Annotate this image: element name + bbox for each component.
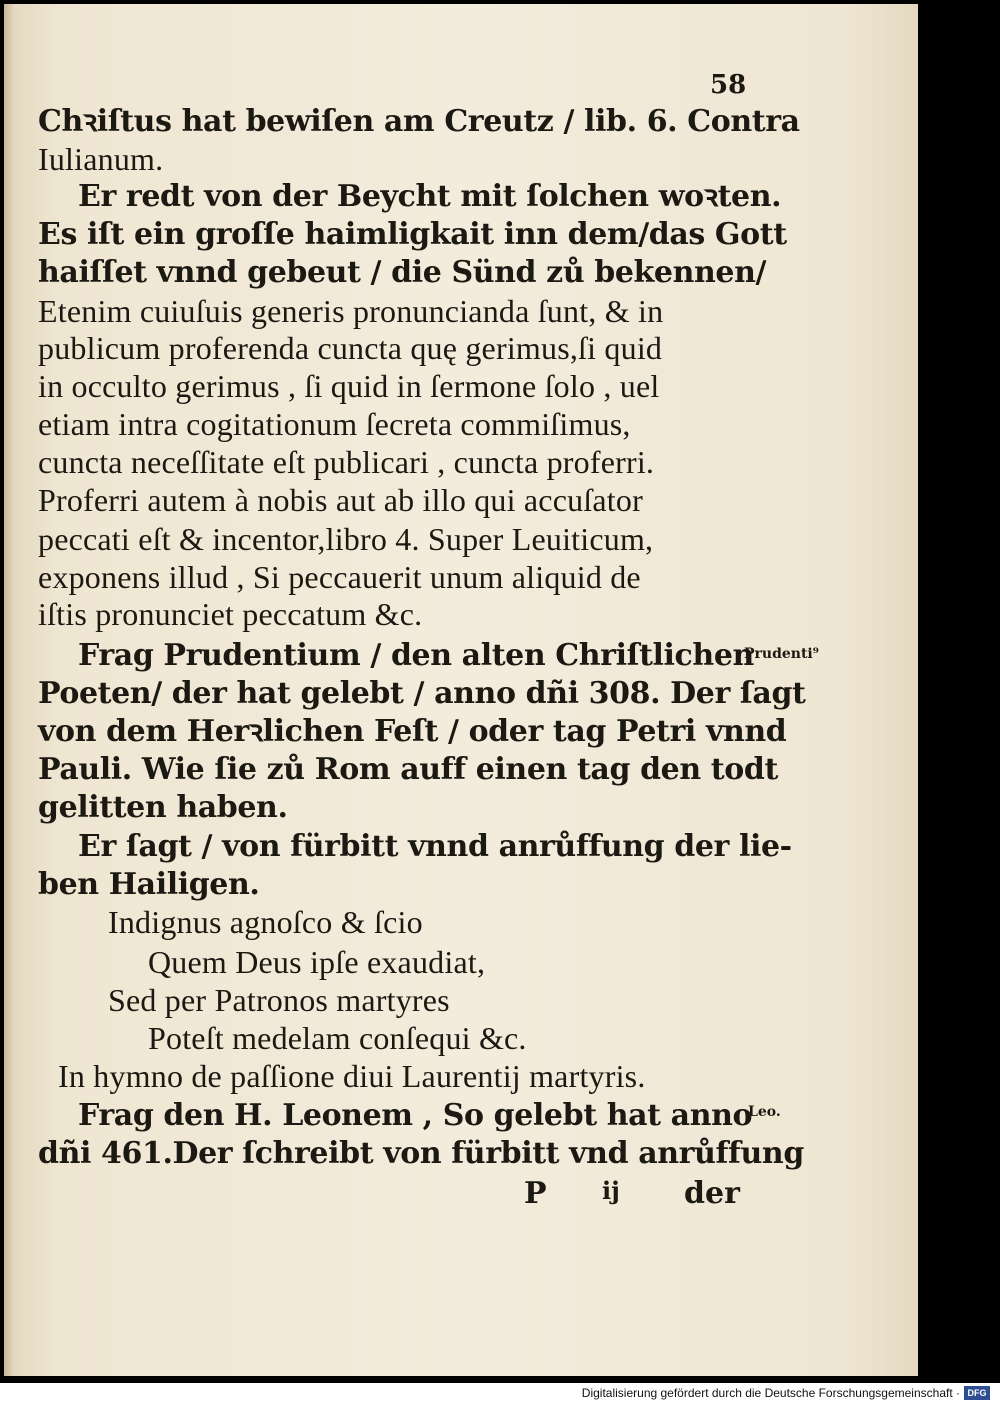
signature-number: ij <box>602 1176 620 1205</box>
verse-line: Poteſt medelam conſequi &c. <box>148 1020 527 1056</box>
text-line: Iulianum. <box>38 141 164 177</box>
text-line: Chꝛiſtus hat bewiſen am Creutz / lib. 6. Contra <box>38 104 800 139</box>
text-line: In hymno de paſſione diui Laurentij martyris. <box>58 1058 646 1094</box>
verse-line: Indignus agnoſco & ſcio <box>108 904 423 940</box>
text-line: Er ſagt / von fürbitt vnnd anrůffung der lie- <box>78 829 792 864</box>
verse-line: Quem Deus ipſe exaudiat, <box>148 944 486 980</box>
verse-line: Sed per Patronos martyres <box>108 982 450 1018</box>
margin-note-prudentius: Prudenti⁹ <box>744 646 819 662</box>
document-page <box>4 4 918 1376</box>
text-line: dñi 461.Der ſchreibt von fürbitt vnd anrůffung <box>38 1136 804 1171</box>
dfg-logo: DFG <box>964 1386 990 1400</box>
catchword: der <box>684 1176 740 1211</box>
text-line: iſtis pronunciet peccatum &c. <box>38 596 423 632</box>
text-line: exponens illud , Si peccauerit unum aliquid de <box>38 559 641 595</box>
text-line: Pauli. Wie ſie zů Rom auff einen tag den todt <box>38 752 778 787</box>
text-line: cuncta neceſſitate eſt publicari , cuncta proferri. <box>38 444 655 480</box>
text-line: Er redt von der Beycht mit ſolchen woꝛten. <box>78 179 782 214</box>
text-line: Poeten/ der hat gelebt / anno dñi 308. Der ſagt <box>38 676 806 711</box>
text-line: Proferri autem à nobis aut ab illo qui accuſator <box>38 482 643 518</box>
text-line: Es iſt ein groſſe haimligkait inn dem/das Gott <box>38 217 787 252</box>
text-line: publicum proferenda cuncta quę gerimus,ſi quid <box>38 330 663 366</box>
text-line: etiam intra cogitationum ſecreta commiſimus, <box>38 406 631 442</box>
text-line: in occulto gerimus , ſi quid in ſermone ſolo , uel <box>38 368 660 404</box>
text-line: Etenim cuiuſuis generis pronuncianda ſunt, & in <box>38 293 664 329</box>
text-line: ben Hailigen. <box>38 867 260 902</box>
text-line: Frag den H. Leonem , So gelebt hat anno <box>78 1098 753 1133</box>
margin-note-leo: Leo. <box>748 1104 781 1120</box>
text-line: gelitten haben. <box>38 790 288 825</box>
text-line: von dem Herꝛlichen Feſt / oder tag Petri vnnd <box>38 714 787 749</box>
text-line: peccati eſt & incentor,libro 4. Super Leuiticum, <box>38 521 654 557</box>
text-line: haiſſet vnnd gebeut / die Sünd zů bekennen/ <box>38 255 767 290</box>
page-number: 58 <box>710 70 747 100</box>
text-line: Frag Prudentium / den alten Chriſtlichen <box>78 638 754 673</box>
page-edge-shadow <box>4 4 14 1376</box>
footer-credit: Digitalisierung gefördert durch die Deutsche Forschungsgemeinschaft · <box>581 1386 960 1400</box>
signature-mark: P <box>524 1176 547 1211</box>
footer-bar <box>0 1383 1000 1404</box>
